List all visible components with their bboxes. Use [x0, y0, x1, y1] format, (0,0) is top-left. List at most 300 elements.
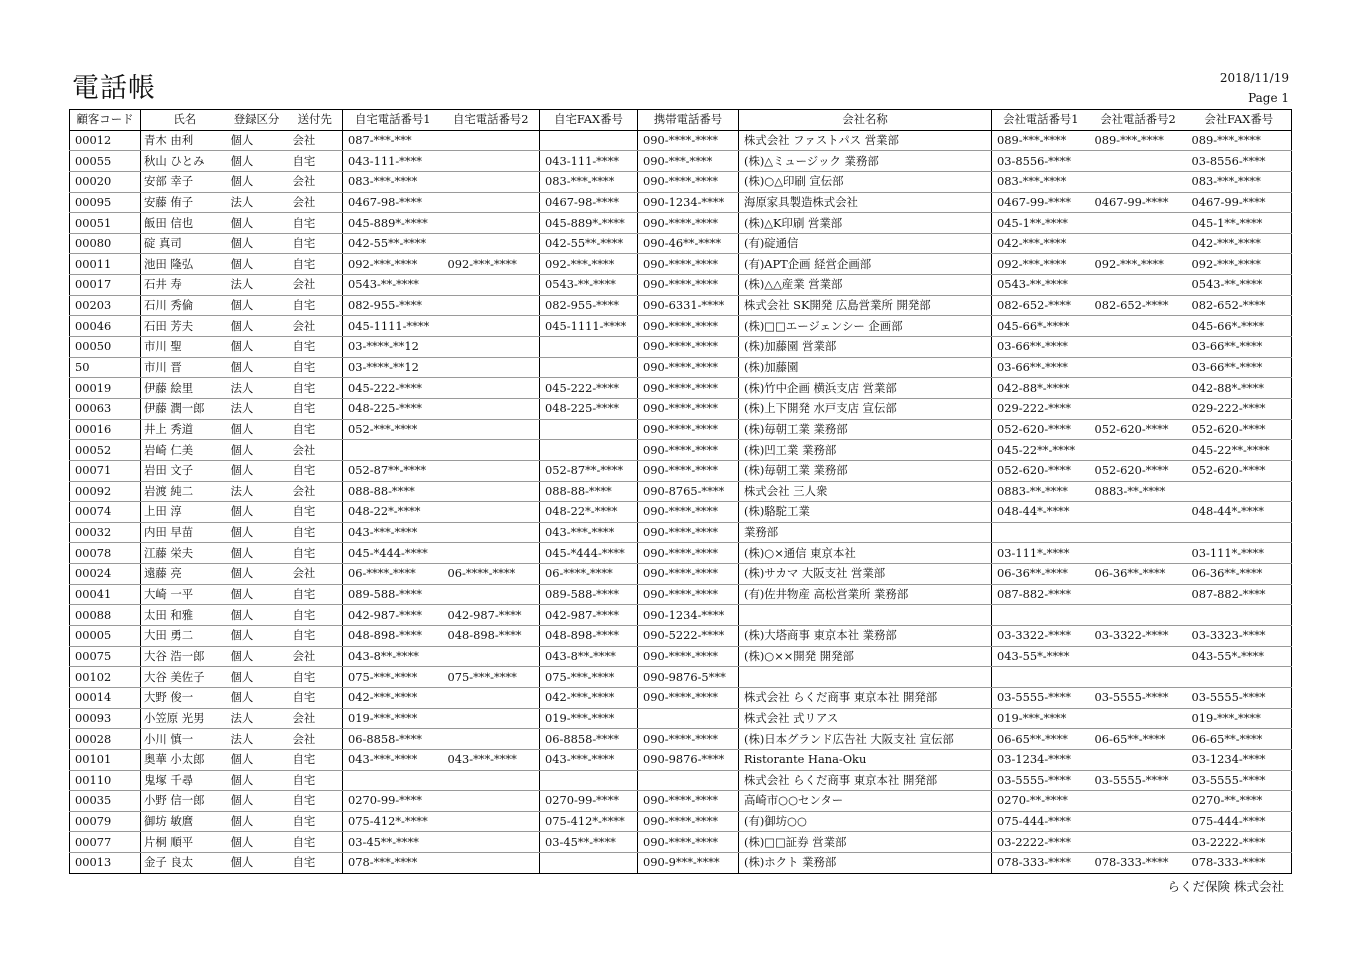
- home-phone-1-cell: 045-1111-****: [343, 316, 443, 337]
- company-phone-1-cell: 0543-**-****: [992, 275, 1090, 296]
- mobile-phone-cell: 090-****-****: [638, 832, 739, 853]
- company-name-cell: 株式会社 SK開発 広島営業所 開発部: [739, 295, 992, 316]
- company-phone-1-cell: 078-333-****: [997, 855, 1071, 870]
- customer-code-cell: 00055: [70, 151, 141, 172]
- home-fax-cell: [540, 440, 638, 461]
- company-name-cell: (株)凹工業 業務部: [739, 440, 992, 461]
- mobile-phone-cell: 090-9876-****: [638, 749, 739, 770]
- customer-code-cell: 00110: [70, 770, 141, 791]
- table-row: [70, 749, 1292, 770]
- company-phone-2-cell: [1090, 667, 1187, 688]
- company-phone-2-cell: [1090, 543, 1187, 564]
- company-phone-1-cell: 03-1234-****: [992, 749, 1090, 770]
- home-phone-1-cell: 03-45**-****: [343, 832, 443, 853]
- mobile-phone-cell: 090-****-****: [638, 564, 739, 585]
- company-phone-2-cell: 03-5555-****: [1090, 770, 1187, 791]
- home-phone-2-cell: 092-***-****: [443, 254, 540, 275]
- home-fax-cell: 06-8858-****: [540, 729, 638, 750]
- company-name-cell: (株)△△産業 営業部: [739, 275, 992, 296]
- company-phone-1-cell: 0270-**-****: [992, 791, 1090, 812]
- company-name-cell: (株)駱駝工業: [739, 502, 992, 523]
- mobile-phone-cell: 090-****-****: [638, 460, 739, 481]
- table-row: [70, 440, 1292, 461]
- registration-type-cell: 個人: [226, 791, 288, 812]
- registration-type-cell: 個人: [226, 440, 288, 461]
- company-fax-cell: 045-66*-****: [1187, 316, 1292, 337]
- home-phone-1-cell: [343, 440, 443, 461]
- name-cell: 井上 秀道: [141, 419, 226, 440]
- home-fax-cell: 083-***-****: [540, 171, 638, 192]
- column-header-company-phone-1: 会社電話番号1: [992, 110, 1090, 131]
- home-fax-cell: 043-***-****: [540, 749, 638, 770]
- home-phone-2-cell: [443, 832, 540, 853]
- registration-type-cell: 個人: [226, 316, 288, 337]
- customer-code-cell: 00095: [70, 192, 141, 213]
- company-name-cell: (株)加藤園 営業部: [739, 337, 992, 358]
- name-cell: 伊藤 潤一郎: [141, 398, 226, 419]
- name-cell: 内田 早苗: [141, 522, 226, 543]
- home-phone-1-cell: 045-222-****: [343, 378, 443, 399]
- name-cell: 安部 幸子: [141, 171, 226, 192]
- customer-code-cell: 00032: [70, 522, 141, 543]
- home-phone-2-cell: [443, 522, 540, 543]
- customer-code-cell: 00028: [70, 729, 141, 750]
- home-fax-cell: 089-588-****: [540, 584, 638, 605]
- company-name-cell: (株)○×通信 東京本社: [739, 543, 992, 564]
- registration-type-cell: 個人: [226, 605, 288, 626]
- customer-code-cell: 00017: [70, 275, 141, 296]
- company-phone-2-cell: [1090, 440, 1187, 461]
- home-fax-cell: 042-55**-****: [540, 233, 638, 254]
- company-phone-1-cell: 03-8556-****: [992, 151, 1090, 172]
- company-fax-cell: 043-55*-****: [1187, 646, 1292, 667]
- company-fax-cell: 0543-**-****: [1187, 275, 1292, 296]
- mobile-phone-cell: 090-****-****: [638, 646, 739, 667]
- column-header-company-name: 会社名称: [739, 110, 992, 131]
- customer-code-cell: 00020: [70, 171, 141, 192]
- home-phone-1-cell: 082-955-****: [343, 295, 443, 316]
- registration-type-cell: 個人: [226, 687, 288, 708]
- customer-code-cell: 00075: [70, 646, 141, 667]
- registration-type-cell: 法人: [226, 729, 288, 750]
- registration-type-cell: 個人: [226, 460, 288, 481]
- customer-code-cell: 00078: [70, 543, 141, 564]
- home-phone-1-cell: 052-***-****: [343, 419, 443, 440]
- send-to-cell: 自宅: [288, 357, 343, 378]
- registration-type-cell: 個人: [226, 770, 288, 791]
- send-to-cell: 会社: [288, 316, 343, 337]
- company-phone-1-cell: 06-36**-****: [992, 564, 1090, 585]
- company-fax-cell: 089-***-****: [1187, 130, 1292, 151]
- company-phone-2-cell: 052-620-****: [1090, 460, 1187, 481]
- company-name-cell: 株式会社 三人衆: [739, 481, 992, 502]
- registration-type-cell: 個人: [226, 233, 288, 254]
- home-phone-1-cell: 043-111-****: [343, 151, 443, 172]
- company-name-cell: (株)△ミュージック 業務部: [739, 151, 992, 172]
- company-fax-cell: 092-***-****: [1187, 254, 1292, 275]
- column-header-registration-type: 登録区分: [226, 110, 288, 131]
- mobile-phone-cell: 090-****-****: [638, 419, 739, 440]
- send-to-cell: 自宅: [288, 584, 343, 605]
- company-name-cell: (有)御坊○○: [739, 811, 992, 832]
- company-phone-1-cell: 03-2222-****: [992, 832, 1090, 853]
- home-phone-2-cell: [443, 151, 540, 172]
- report-date: 2018/11/19: [1219, 71, 1289, 85]
- registration-type-cell: 法人: [226, 378, 288, 399]
- mobile-phone-cell: 090-****-****: [638, 791, 739, 812]
- table-body: [70, 130, 1292, 873]
- name-cell: 上田 淳: [141, 502, 226, 523]
- home-fax-cell: [540, 130, 638, 151]
- column-header-home-fax: 自宅FAX番号: [540, 110, 638, 131]
- company-fax-cell: 0270-**-****: [1187, 791, 1292, 812]
- send-to-cell: 自宅: [288, 543, 343, 564]
- company-phone-2-cell: [1090, 832, 1187, 853]
- home-phone-1-cell: [343, 770, 443, 791]
- name-cell: 石田 芳夫: [141, 316, 226, 337]
- company-phone-1-cell: 029-222-****: [992, 398, 1090, 419]
- mobile-phone-cell: 090-****-****: [638, 729, 739, 750]
- home-fax-cell: 06-****-****: [540, 564, 638, 585]
- send-to-cell: 自宅: [288, 811, 343, 832]
- customer-code-cell: 00203: [70, 295, 141, 316]
- send-to-cell: 会社: [288, 564, 343, 585]
- home-phone-1-cell: 075-412*-****: [343, 811, 443, 832]
- home-fax-cell: 052-87**-****: [540, 460, 638, 481]
- company-name-cell: 海原家具製造株式会社: [739, 192, 992, 213]
- company-phone-1-cell: 052-620-****: [992, 419, 1090, 440]
- customer-code-cell: 00050: [70, 337, 141, 358]
- company-name-cell: (有)碇通信: [739, 233, 992, 254]
- customer-code-cell: 00041: [70, 584, 141, 605]
- home-fax-cell: 045-889*-****: [540, 213, 638, 234]
- send-to-cell: 自宅: [288, 770, 343, 791]
- company-phone-2-cell: [1090, 708, 1187, 729]
- name-cell: 岩崎 仁美: [141, 440, 226, 461]
- company-phone-1-cell: 042-88*-****: [992, 378, 1090, 399]
- table-row: [70, 811, 1292, 832]
- company-fax-cell: 048-44*-****: [1187, 502, 1292, 523]
- home-phone-2-cell: [443, 543, 540, 564]
- mobile-phone-cell: 090-****-****: [638, 687, 739, 708]
- customer-code-cell: 00013: [70, 853, 141, 874]
- home-phone-2-cell: [443, 811, 540, 832]
- company-phone-2-cell: [1090, 605, 1187, 626]
- customer-code-cell: 00014: [70, 687, 141, 708]
- name-cell: 大谷 浩一郎: [141, 646, 226, 667]
- name-cell: 伊藤 絵里: [141, 378, 226, 399]
- customer-code-cell: 50: [70, 357, 141, 378]
- home-fax-cell: 0467-98-****: [540, 192, 638, 213]
- company-phone-1-cell: 0467-99-****: [992, 192, 1090, 213]
- company-phone-2-cell: 0467-99-****: [1090, 192, 1187, 213]
- mobile-phone-cell: 090-****-****: [638, 337, 739, 358]
- company-fax-cell: 082-652-****: [1187, 295, 1292, 316]
- column-header-company-phone-2: 会社電話番号2: [1090, 110, 1187, 131]
- home-phone-1-cell: 043-***-****: [343, 749, 443, 770]
- report-title: 電話帳: [72, 73, 156, 104]
- table-row: [70, 543, 1292, 564]
- send-to-cell: 自宅: [288, 378, 343, 399]
- home-fax-cell: 048-898-****: [540, 626, 638, 647]
- column-header-name: 氏名: [141, 110, 226, 131]
- send-to-cell: 自宅: [288, 605, 343, 626]
- customer-code-cell: 00079: [70, 811, 141, 832]
- company-phone-2-cell: 0883-**-****: [1090, 481, 1187, 502]
- company-phone-2-cell: 03-3322-****: [1090, 626, 1187, 647]
- company-phone-1-cell: 087-882-****: [992, 584, 1090, 605]
- home-phone-1-cell: 0543-**-****: [343, 275, 443, 296]
- company-fax-cell: 042-***-****: [1187, 233, 1292, 254]
- mobile-phone-cell: 090-****-****: [638, 543, 739, 564]
- customer-code-cell: 00080: [70, 233, 141, 254]
- home-phone-1-cell: 052-87**-****: [343, 460, 443, 481]
- mobile-phone-cell: 090-1234-****: [638, 192, 739, 213]
- company-fax-cell: [1187, 522, 1292, 543]
- customer-code-cell: 00012: [70, 130, 141, 151]
- registration-type-cell: 法人: [226, 708, 288, 729]
- registration-type-cell: 個人: [226, 584, 288, 605]
- home-phone-1-cell: 043-***-****: [343, 522, 443, 543]
- home-phone-1-cell: 048-898-****: [343, 626, 443, 647]
- table-row: [70, 626, 1292, 647]
- company-phone-1-cell: 0883-**-****: [992, 481, 1090, 502]
- home-fax-cell: 092-***-****: [540, 254, 638, 275]
- company-phone-1-cell: 075-444-****: [992, 811, 1090, 832]
- mobile-phone-cell: 090-8765-****: [638, 481, 739, 502]
- home-phone-2-cell: [443, 646, 540, 667]
- send-to-cell: 自宅: [288, 522, 343, 543]
- home-fax-cell: [540, 357, 638, 378]
- table-row: [70, 481, 1292, 502]
- table-row: [70, 832, 1292, 853]
- company-phone-2-cell: 078-333-****: [1094, 855, 1169, 870]
- company-name-cell: (株)竹中企画 横浜支店 営業部: [739, 378, 992, 399]
- home-fax-cell: 045-222-****: [540, 378, 638, 399]
- home-phone-1-cell: 06-****-****: [343, 564, 443, 585]
- company-name-cell: (株)ホクト 業務部: [739, 853, 992, 874]
- send-to-cell: 自宅: [288, 213, 343, 234]
- name-cell: 御坊 敏麿: [141, 811, 226, 832]
- table-row: [70, 460, 1292, 481]
- company-fax-cell: 052-620-****: [1187, 419, 1292, 440]
- company-phone-2-cell: 03-5555-****: [1090, 687, 1187, 708]
- home-fax-cell: 082-955-****: [540, 295, 638, 316]
- company-fax-cell: 03-2222-****: [1187, 832, 1292, 853]
- mobile-phone-cell: 090-****-****: [638, 171, 739, 192]
- home-phone-1-cell: 042-55**-****: [343, 233, 443, 254]
- registration-type-cell: 個人: [226, 337, 288, 358]
- company-phone-1-cell: 092-***-****: [992, 254, 1090, 275]
- name-cell: 市川 聖: [141, 337, 226, 358]
- mobile-phone-cell: 090-****-****: [638, 213, 739, 234]
- company-name-cell: (株)加藤園: [739, 357, 992, 378]
- company-name-cell: 高崎市○○センター: [739, 791, 992, 812]
- company-phone-2-cell: [1090, 646, 1187, 667]
- registration-type-cell: 個人: [226, 564, 288, 585]
- registration-type-cell: 個人: [226, 151, 288, 172]
- name-cell: 太田 和雅: [141, 605, 226, 626]
- company-fax-cell: 03-3323-****: [1187, 626, 1292, 647]
- mobile-phone-cell: 090-****-****: [638, 130, 739, 151]
- company-name-cell: 株式会社 らくだ商事 東京本社 開発部: [739, 770, 992, 791]
- table-row: [70, 729, 1292, 750]
- company-phone-1-cell: 03-5555-****: [992, 687, 1090, 708]
- company-phone-1-cell: 045-1**-****: [992, 213, 1090, 234]
- home-fax-cell: [540, 770, 638, 791]
- home-fax-cell: 088-88-****: [540, 481, 638, 502]
- company-fax-cell: 06-65**-****: [1187, 729, 1292, 750]
- company-phone-1-cell: 083-***-****: [992, 171, 1090, 192]
- home-fax-cell: 048-225-****: [540, 398, 638, 419]
- home-phone-2-cell: [443, 440, 540, 461]
- send-to-cell: 自宅: [288, 460, 343, 481]
- registration-type-cell: 個人: [226, 295, 288, 316]
- home-phone-2-cell: 075-***-****: [443, 667, 540, 688]
- company-fax-cell: 03-111*-****: [1187, 543, 1292, 564]
- registration-type-cell: 個人: [226, 646, 288, 667]
- name-cell: 石井 寿: [141, 275, 226, 296]
- company-name-cell: (株)△K印刷 営業部: [739, 213, 992, 234]
- table-row: [70, 770, 1292, 791]
- company-name-cell: (株)日本グランド広告社 大阪支社 宣伝部: [739, 729, 992, 750]
- company-phone-2-cell: [1090, 522, 1187, 543]
- registration-type-cell: 個人: [226, 130, 288, 151]
- registration-type-cell: 個人: [226, 171, 288, 192]
- send-to-cell: 自宅: [288, 337, 343, 358]
- company-fax-cell: 03-1234-****: [1187, 749, 1292, 770]
- home-fax-cell: 075-412*-****: [540, 811, 638, 832]
- company-name-cell: (有)佐井物産 高松営業所 業務部: [739, 584, 992, 605]
- registration-type-cell: 個人: [226, 522, 288, 543]
- home-phone-1-cell: 083-***-****: [343, 171, 443, 192]
- mobile-phone-cell: 090-****-****: [638, 254, 739, 275]
- company-footer: らくだ保険 株式会社: [1167, 879, 1284, 894]
- company-fax-cell: 078-333-****: [1191, 855, 1266, 870]
- company-phone-1-cell: 052-620-****: [992, 460, 1090, 481]
- column-header-company-fax: 会社FAX番号: [1187, 110, 1292, 131]
- customer-code-cell: 00035: [70, 791, 141, 812]
- home-phone-1-cell: 048-225-****: [343, 398, 443, 419]
- company-phone-1-cell: 045-22**-****: [992, 440, 1090, 461]
- company-phone-2-cell: [1090, 275, 1187, 296]
- send-to-cell: 会社: [288, 171, 343, 192]
- send-to-cell: 自宅: [288, 626, 343, 647]
- table-row: [70, 275, 1292, 296]
- company-fax-cell: 075-444-****: [1187, 811, 1292, 832]
- send-to-cell: 会社: [288, 440, 343, 461]
- mobile-phone-cell: 090-****-****: [638, 378, 739, 399]
- name-cell: 奥華 小太郎: [141, 749, 226, 770]
- home-fax-cell: 019-***-****: [540, 708, 638, 729]
- company-fax-cell: [1187, 605, 1292, 626]
- registration-type-cell: 個人: [226, 832, 288, 853]
- customer-code-cell: 00071: [70, 460, 141, 481]
- name-cell: 岩渡 純二: [141, 481, 226, 502]
- customer-code-cell: 00019: [70, 378, 141, 399]
- registration-type-cell: 個人: [226, 254, 288, 275]
- send-to-cell: 会社: [288, 729, 343, 750]
- mobile-phone-cell: [638, 770, 739, 791]
- name-cell: 鬼塚 千尋: [141, 770, 226, 791]
- home-phone-1-cell: 075-***-****: [343, 667, 443, 688]
- customer-code-cell: 00077: [70, 832, 141, 853]
- send-to-cell: 自宅: [288, 254, 343, 275]
- company-name-cell: Ristorante Hana-Oku: [739, 749, 992, 770]
- column-header-send-to: 送付先: [288, 110, 343, 131]
- send-to-cell: 自宅: [288, 832, 343, 853]
- home-fax-cell: [540, 853, 638, 874]
- registration-type-cell: 個人: [226, 811, 288, 832]
- company-phone-1-cell: 019-***-****: [992, 708, 1090, 729]
- name-cell: 金子 良太: [144, 855, 194, 870]
- registration-type-cell: 法人: [226, 192, 288, 213]
- name-cell: 小川 慎一: [141, 729, 226, 750]
- customer-code-cell: 00016: [70, 419, 141, 440]
- home-phone-1-cell: 03-****-**12: [343, 357, 443, 378]
- home-fax-cell: 075-***-****: [540, 667, 638, 688]
- customer-code-cell: 00046: [70, 316, 141, 337]
- send-to-cell: 会社: [288, 708, 343, 729]
- home-phone-2-cell: [443, 770, 540, 791]
- home-fax-cell: [540, 337, 638, 358]
- table-row: [70, 522, 1292, 543]
- home-fax-cell: 045-*444-****: [540, 543, 638, 564]
- home-phone-1-cell: 089-588-****: [343, 584, 443, 605]
- table-row: [70, 316, 1292, 337]
- home-phone-2-cell: [443, 419, 540, 440]
- customer-code-cell: 00063: [70, 398, 141, 419]
- home-fax-cell: 043-8**-****: [540, 646, 638, 667]
- company-fax-cell: 029-222-****: [1187, 398, 1292, 419]
- registration-type-cell: 個人: [226, 419, 288, 440]
- table-row: [70, 130, 1292, 151]
- home-fax-cell: [540, 419, 638, 440]
- company-name-cell: (有)APT企画 経営企画部: [739, 254, 992, 275]
- home-phone-2-cell: 042-987-****: [443, 605, 540, 626]
- customer-code-cell: 00092: [70, 481, 141, 502]
- send-to-cell: 会社: [288, 130, 343, 151]
- company-phone-1-cell: 03-66**-****: [992, 337, 1090, 358]
- column-header-mobile-phone: 携帯電話番号: [638, 110, 739, 131]
- home-fax-cell: 0270-99-****: [540, 791, 638, 812]
- send-to-cell: 自宅: [288, 502, 343, 523]
- home-phone-2-cell: 043-***-****: [443, 749, 540, 770]
- table-row: [70, 151, 1292, 172]
- home-phone-1-cell: 048-22*-****: [343, 502, 443, 523]
- mobile-phone-cell: 090-****-****: [638, 357, 739, 378]
- home-phone-1-cell: 06-8858-****: [343, 729, 443, 750]
- home-phone-2-cell: [443, 687, 540, 708]
- home-phone-1-cell: 088-88-****: [343, 481, 443, 502]
- table-row: [70, 708, 1292, 729]
- company-phone-2-cell: [1090, 316, 1187, 337]
- home-phone-2-cell: [443, 233, 540, 254]
- send-to-cell: 自宅: [288, 419, 343, 440]
- home-phone-1-cell: 092-***-****: [343, 254, 443, 275]
- home-phone-2-cell: [443, 337, 540, 358]
- table-row: [70, 398, 1292, 419]
- send-to-cell: 自宅: [288, 791, 343, 812]
- company-phone-1-cell: [992, 667, 1090, 688]
- send-to-cell: 自宅: [288, 749, 343, 770]
- home-phone-2-cell: [443, 295, 540, 316]
- table-row: [70, 378, 1292, 399]
- company-phone-2-cell: [1090, 357, 1187, 378]
- company-phone-2-cell: [1090, 337, 1187, 358]
- company-name-cell: (株)大塔商事 東京本社 業務部: [739, 626, 992, 647]
- table-row: [70, 171, 1292, 192]
